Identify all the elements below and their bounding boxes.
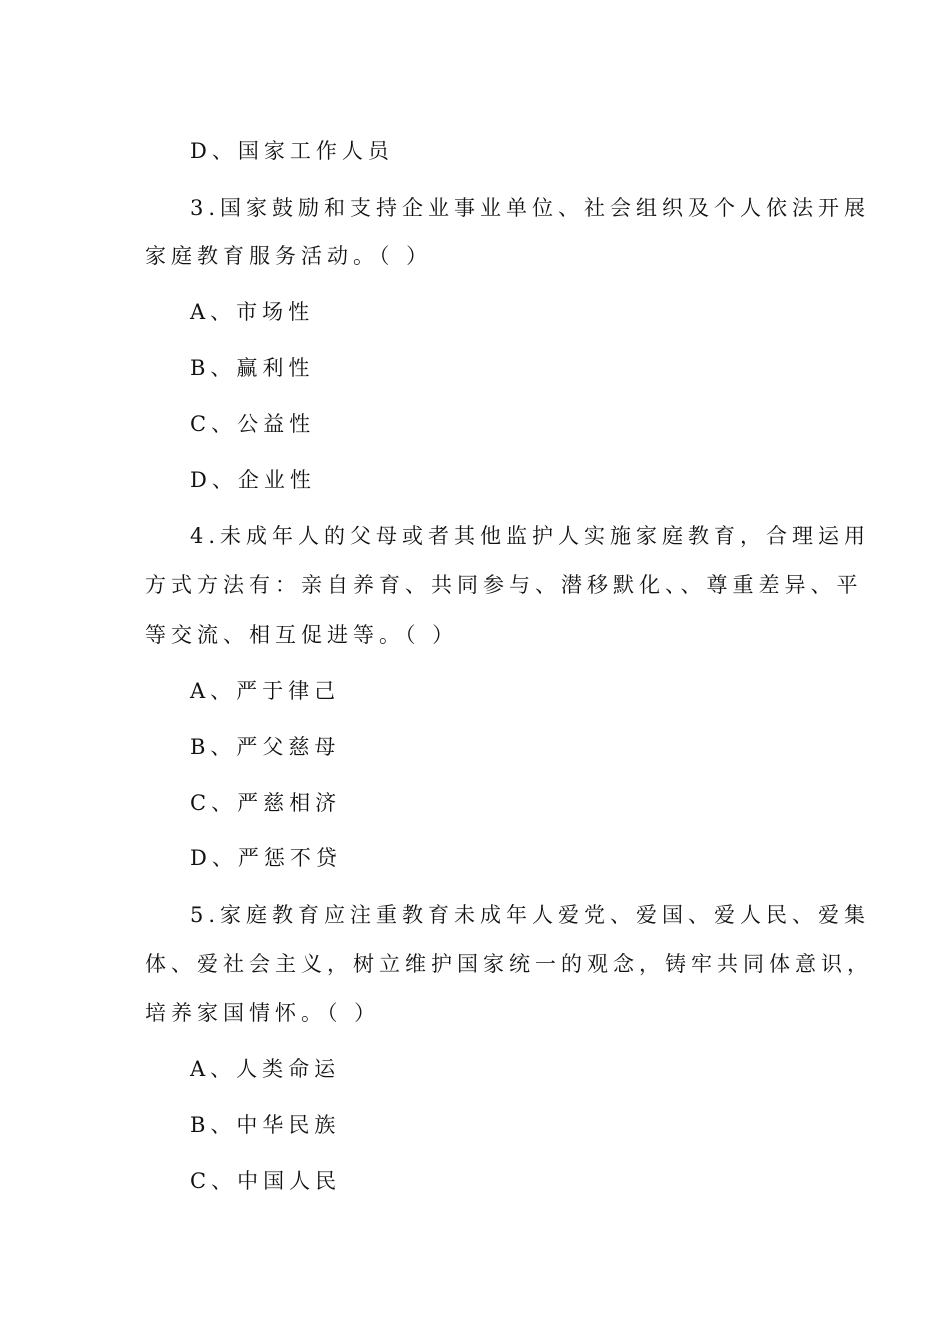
q2-option-d: D、国家工作人员 [190, 139, 394, 163]
q4-option-a: A、严于律己 [190, 679, 341, 703]
q5-stem-line-2: 体、爱社会主义，树立维护国家统一的观念，铸牢共同体意识， [145, 952, 873, 976]
q4-option-c: C、严慈相济 [190, 791, 342, 815]
q4-stem-line-3: 等交流、相互促进等。（ ） [145, 623, 459, 647]
q5-stem-line-3: 培养家国情怀。（ ） [145, 1001, 381, 1025]
q3-option-c: C、公益性 [190, 412, 316, 436]
q3-stem-line-1: 3.国家鼓励和支持企业事业单位、社会组织及个人依法开展 [190, 196, 871, 220]
q3-stem-line-2: 家庭教育服务活动。（ ） [145, 244, 433, 268]
q3-option-d: D、企业性 [190, 468, 316, 492]
q5-stem-line-1: 5.家庭教育应注重教育未成年人爱党、爱国、爱人民、爱集 [190, 903, 871, 927]
q3-option-a: A、市场性 [190, 300, 315, 324]
q5-option-b: B、中华民族 [190, 1113, 341, 1137]
q5-option-a: A、人类命运 [190, 1057, 341, 1081]
q4-stem-line-2: 方式方法有：亲自养育、共同参与、潜移默化、、尊重差异、平 [145, 573, 863, 597]
q5-option-c: C、中国人民 [190, 1169, 342, 1193]
q4-option-d: D、严惩不贷 [190, 846, 342, 870]
q4-option-b: B、严父慈母 [190, 735, 341, 759]
q4-stem-line-1: 4.未成年人的父母或者其他监护人实施家庭教育，合理运用 [190, 524, 871, 548]
q3-option-b: B、赢利性 [190, 356, 315, 380]
